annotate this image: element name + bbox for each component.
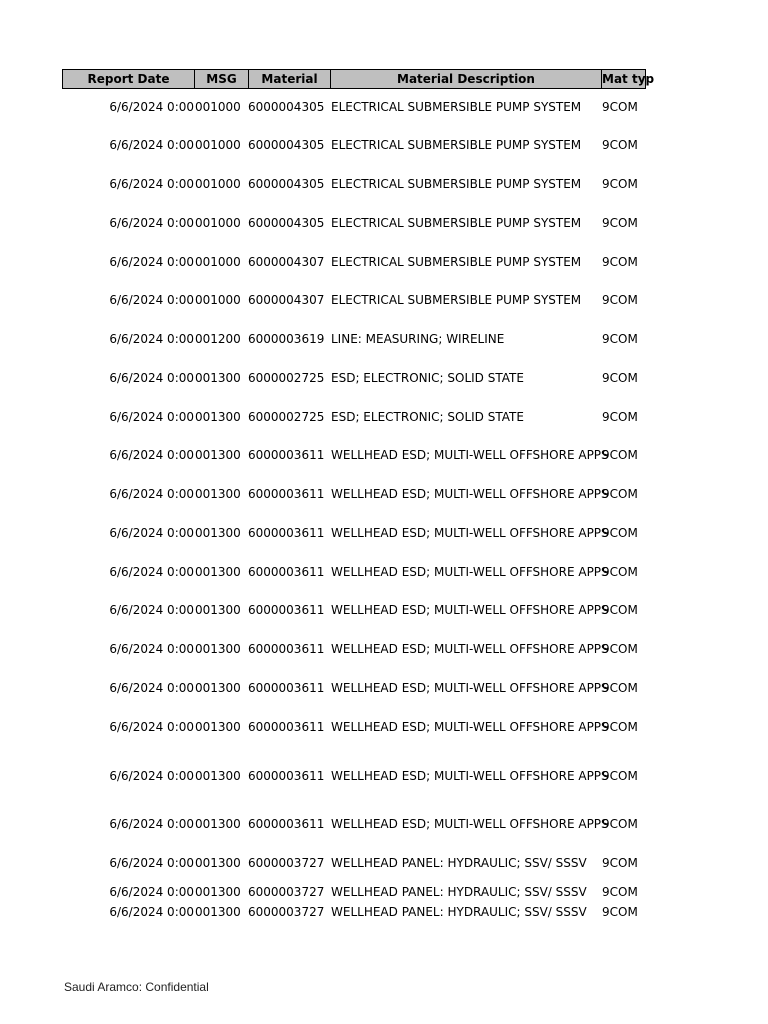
cell-msg: 001000 <box>195 216 241 230</box>
header-report-date: Report Date <box>87 72 170 86</box>
cell-material: 6000004307 <box>248 255 325 269</box>
cell-report-date: 6/6/2024 0:00 <box>109 100 194 114</box>
cell-material: 6000003611 <box>248 603 325 617</box>
cell-description: WELLHEAD ESD; MULTI-WELL OFFSHORE APPS <box>331 565 609 579</box>
cell-report-date: 6/6/2024 0:00 <box>109 487 194 501</box>
cell-msg: 001300 <box>195 817 241 831</box>
cell-mat-type: 9COM <box>602 905 638 919</box>
cell-msg: 001000 <box>195 293 241 307</box>
header-mat-type: Mat typ <box>602 72 655 86</box>
table-row <box>0 370 768 386</box>
cell-msg: 001000 <box>195 138 241 152</box>
cell-msg: 001300 <box>195 448 241 462</box>
cell-material: 6000003611 <box>248 769 325 783</box>
cell-msg: 001300 <box>195 720 241 734</box>
cell-description: WELLHEAD ESD; MULTI-WELL OFFSHORE APPS <box>331 769 609 783</box>
table-row <box>0 99 768 115</box>
cell-description: ESD; ELECTRONIC; SOLID STATE <box>331 371 524 385</box>
cell-msg: 001300 <box>195 603 241 617</box>
confidentiality-footer: Saudi Aramco: Confidential <box>64 980 209 994</box>
cell-material: 6000004307 <box>248 293 325 307</box>
cell-mat-type: 9COM <box>602 138 638 152</box>
cell-material: 6000003727 <box>248 905 325 919</box>
cell-report-date: 6/6/2024 0:00 <box>109 216 194 230</box>
cell-msg: 001300 <box>195 642 241 656</box>
cell-description: WELLHEAD ESD; MULTI-WELL OFFSHORE APPS <box>331 448 609 462</box>
table-row <box>0 137 768 153</box>
header-material-description: Material Description <box>397 72 535 86</box>
cell-material: 6000003611 <box>248 526 325 540</box>
cell-msg: 001300 <box>195 905 241 919</box>
cell-material: 6000003727 <box>248 885 325 899</box>
cell-report-date: 6/6/2024 0:00 <box>109 905 194 919</box>
cell-mat-type: 9COM <box>602 371 638 385</box>
cell-material: 6000003611 <box>248 487 325 501</box>
cell-mat-type: 9COM <box>602 817 638 831</box>
cell-description: WELLHEAD ESD; MULTI-WELL OFFSHORE APPS <box>331 681 609 695</box>
cell-mat-type: 9COM <box>602 856 638 870</box>
cell-description: WELLHEAD ESD; MULTI-WELL OFFSHORE APPS <box>331 487 609 501</box>
cell-report-date: 6/6/2024 0:00 <box>109 138 194 152</box>
cell-material: 6000002725 <box>248 410 325 424</box>
table-row <box>0 904 768 920</box>
cell-report-date: 6/6/2024 0:00 <box>109 448 194 462</box>
cell-description: WELLHEAD ESD; MULTI-WELL OFFSHORE APPS <box>331 526 609 540</box>
cell-description: ELECTRICAL SUBMERSIBLE PUMP SYSTEM <box>331 293 582 307</box>
cell-description: ELECTRICAL SUBMERSIBLE PUMP SYSTEM <box>331 138 582 152</box>
cell-material: 6000003611 <box>248 681 325 695</box>
table-row <box>0 768 768 784</box>
table-row <box>0 447 768 463</box>
cell-msg: 001300 <box>195 856 241 870</box>
cell-report-date: 6/6/2024 0:00 <box>109 769 194 783</box>
cell-msg: 001000 <box>195 100 241 114</box>
cell-material: 6000003619 <box>248 332 325 346</box>
cell-mat-type: 9COM <box>602 769 638 783</box>
table-row <box>0 409 768 425</box>
cell-report-date: 6/6/2024 0:00 <box>109 177 194 191</box>
cell-report-date: 6/6/2024 0:00 <box>109 681 194 695</box>
table-row <box>0 292 768 308</box>
cell-description: ELECTRICAL SUBMERSIBLE PUMP SYSTEM <box>331 100 582 114</box>
cell-msg: 001200 <box>195 332 241 346</box>
cell-msg: 001300 <box>195 410 241 424</box>
cell-msg: 001000 <box>195 177 241 191</box>
cell-msg: 001300 <box>195 371 241 385</box>
cell-msg: 001300 <box>195 526 241 540</box>
cell-report-date: 6/6/2024 0:00 <box>109 371 194 385</box>
cell-mat-type: 9COM <box>602 526 638 540</box>
cell-msg: 001300 <box>195 487 241 501</box>
cell-report-date: 6/6/2024 0:00 <box>109 817 194 831</box>
cell-msg: 001300 <box>195 681 241 695</box>
cell-msg: 001000 <box>195 255 241 269</box>
cell-description: WELLHEAD PANEL: HYDRAULIC; SSV/ SSSV <box>331 905 587 919</box>
header-msg: MSG <box>206 72 237 86</box>
cell-report-date: 6/6/2024 0:00 <box>109 526 194 540</box>
header-material: Material <box>261 72 318 86</box>
cell-msg: 001300 <box>195 769 241 783</box>
table-row <box>0 855 768 871</box>
cell-material: 6000003611 <box>248 565 325 579</box>
cell-mat-type: 9COM <box>602 216 638 230</box>
cell-mat-type: 9COM <box>602 448 638 462</box>
table-row <box>0 486 768 502</box>
cell-material: 6000004305 <box>248 138 325 152</box>
cell-mat-type: 9COM <box>602 720 638 734</box>
cell-description: WELLHEAD ESD; MULTI-WELL OFFSHORE APPS <box>331 817 609 831</box>
cell-material: 6000003727 <box>248 856 325 870</box>
cell-description: WELLHEAD ESD; MULTI-WELL OFFSHORE APPS <box>331 720 609 734</box>
cell-material: 6000003611 <box>248 720 325 734</box>
cell-mat-type: 9COM <box>602 681 638 695</box>
cell-description: ELECTRICAL SUBMERSIBLE PUMP SYSTEM <box>331 216 582 230</box>
cell-mat-type: 9COM <box>602 642 638 656</box>
cell-mat-type: 9COM <box>602 487 638 501</box>
cell-description: ELECTRICAL SUBMERSIBLE PUMP SYSTEM <box>331 255 582 269</box>
cell-report-date: 6/6/2024 0:00 <box>109 720 194 734</box>
table-row <box>0 176 768 192</box>
table-row <box>0 602 768 618</box>
cell-material: 6000003611 <box>248 448 325 462</box>
cell-description: WELLHEAD PANEL: HYDRAULIC; SSV/ SSSV <box>331 856 587 870</box>
table-row <box>0 719 768 735</box>
cell-msg: 001300 <box>195 885 241 899</box>
table-row <box>0 641 768 657</box>
cell-mat-type: 9COM <box>602 255 638 269</box>
cell-material: 6000004305 <box>248 177 325 191</box>
cell-report-date: 6/6/2024 0:00 <box>109 565 194 579</box>
cell-description: ELECTRICAL SUBMERSIBLE PUMP SYSTEM <box>331 177 582 191</box>
cell-report-date: 6/6/2024 0:00 <box>109 410 194 424</box>
cell-mat-type: 9COM <box>602 885 638 899</box>
table-row <box>0 254 768 270</box>
cell-mat-type: 9COM <box>602 603 638 617</box>
table-row <box>0 331 768 347</box>
table-row <box>0 884 768 900</box>
cell-description: WELLHEAD PANEL: HYDRAULIC; SSV/ SSSV <box>331 885 587 899</box>
cell-material: 6000002725 <box>248 371 325 385</box>
cell-description: WELLHEAD ESD; MULTI-WELL OFFSHORE APPS <box>331 642 609 656</box>
table-row <box>0 680 768 696</box>
cell-mat-type: 9COM <box>602 100 638 114</box>
table-row <box>0 816 768 832</box>
cell-mat-type: 9COM <box>602 565 638 579</box>
cell-description: WELLHEAD ESD; MULTI-WELL OFFSHORE APPS <box>331 603 609 617</box>
cell-material: 6000004305 <box>248 216 325 230</box>
table-row <box>0 215 768 231</box>
cell-report-date: 6/6/2024 0:00 <box>109 255 194 269</box>
table-row <box>0 525 768 541</box>
cell-report-date: 6/6/2024 0:00 <box>109 885 194 899</box>
cell-report-date: 6/6/2024 0:00 <box>109 856 194 870</box>
cell-mat-type: 9COM <box>602 293 638 307</box>
cell-report-date: 6/6/2024 0:00 <box>109 642 194 656</box>
cell-description: ESD; ELECTRONIC; SOLID STATE <box>331 410 524 424</box>
cell-material: 6000003611 <box>248 642 325 656</box>
cell-mat-type: 9COM <box>602 410 638 424</box>
table-header-row <box>62 69 655 89</box>
cell-report-date: 6/6/2024 0:00 <box>109 293 194 307</box>
cell-report-date: 6/6/2024 0:00 <box>109 603 194 617</box>
cell-msg: 001300 <box>195 565 241 579</box>
cell-description: LINE: MEASURING; WIRELINE <box>331 332 505 346</box>
table-row <box>0 564 768 580</box>
cell-material: 6000003611 <box>248 817 325 831</box>
cell-material: 6000004305 <box>248 100 325 114</box>
cell-report-date: 6/6/2024 0:00 <box>109 332 194 346</box>
cell-mat-type: 9COM <box>602 332 638 346</box>
cell-mat-type: 9COM <box>602 177 638 191</box>
